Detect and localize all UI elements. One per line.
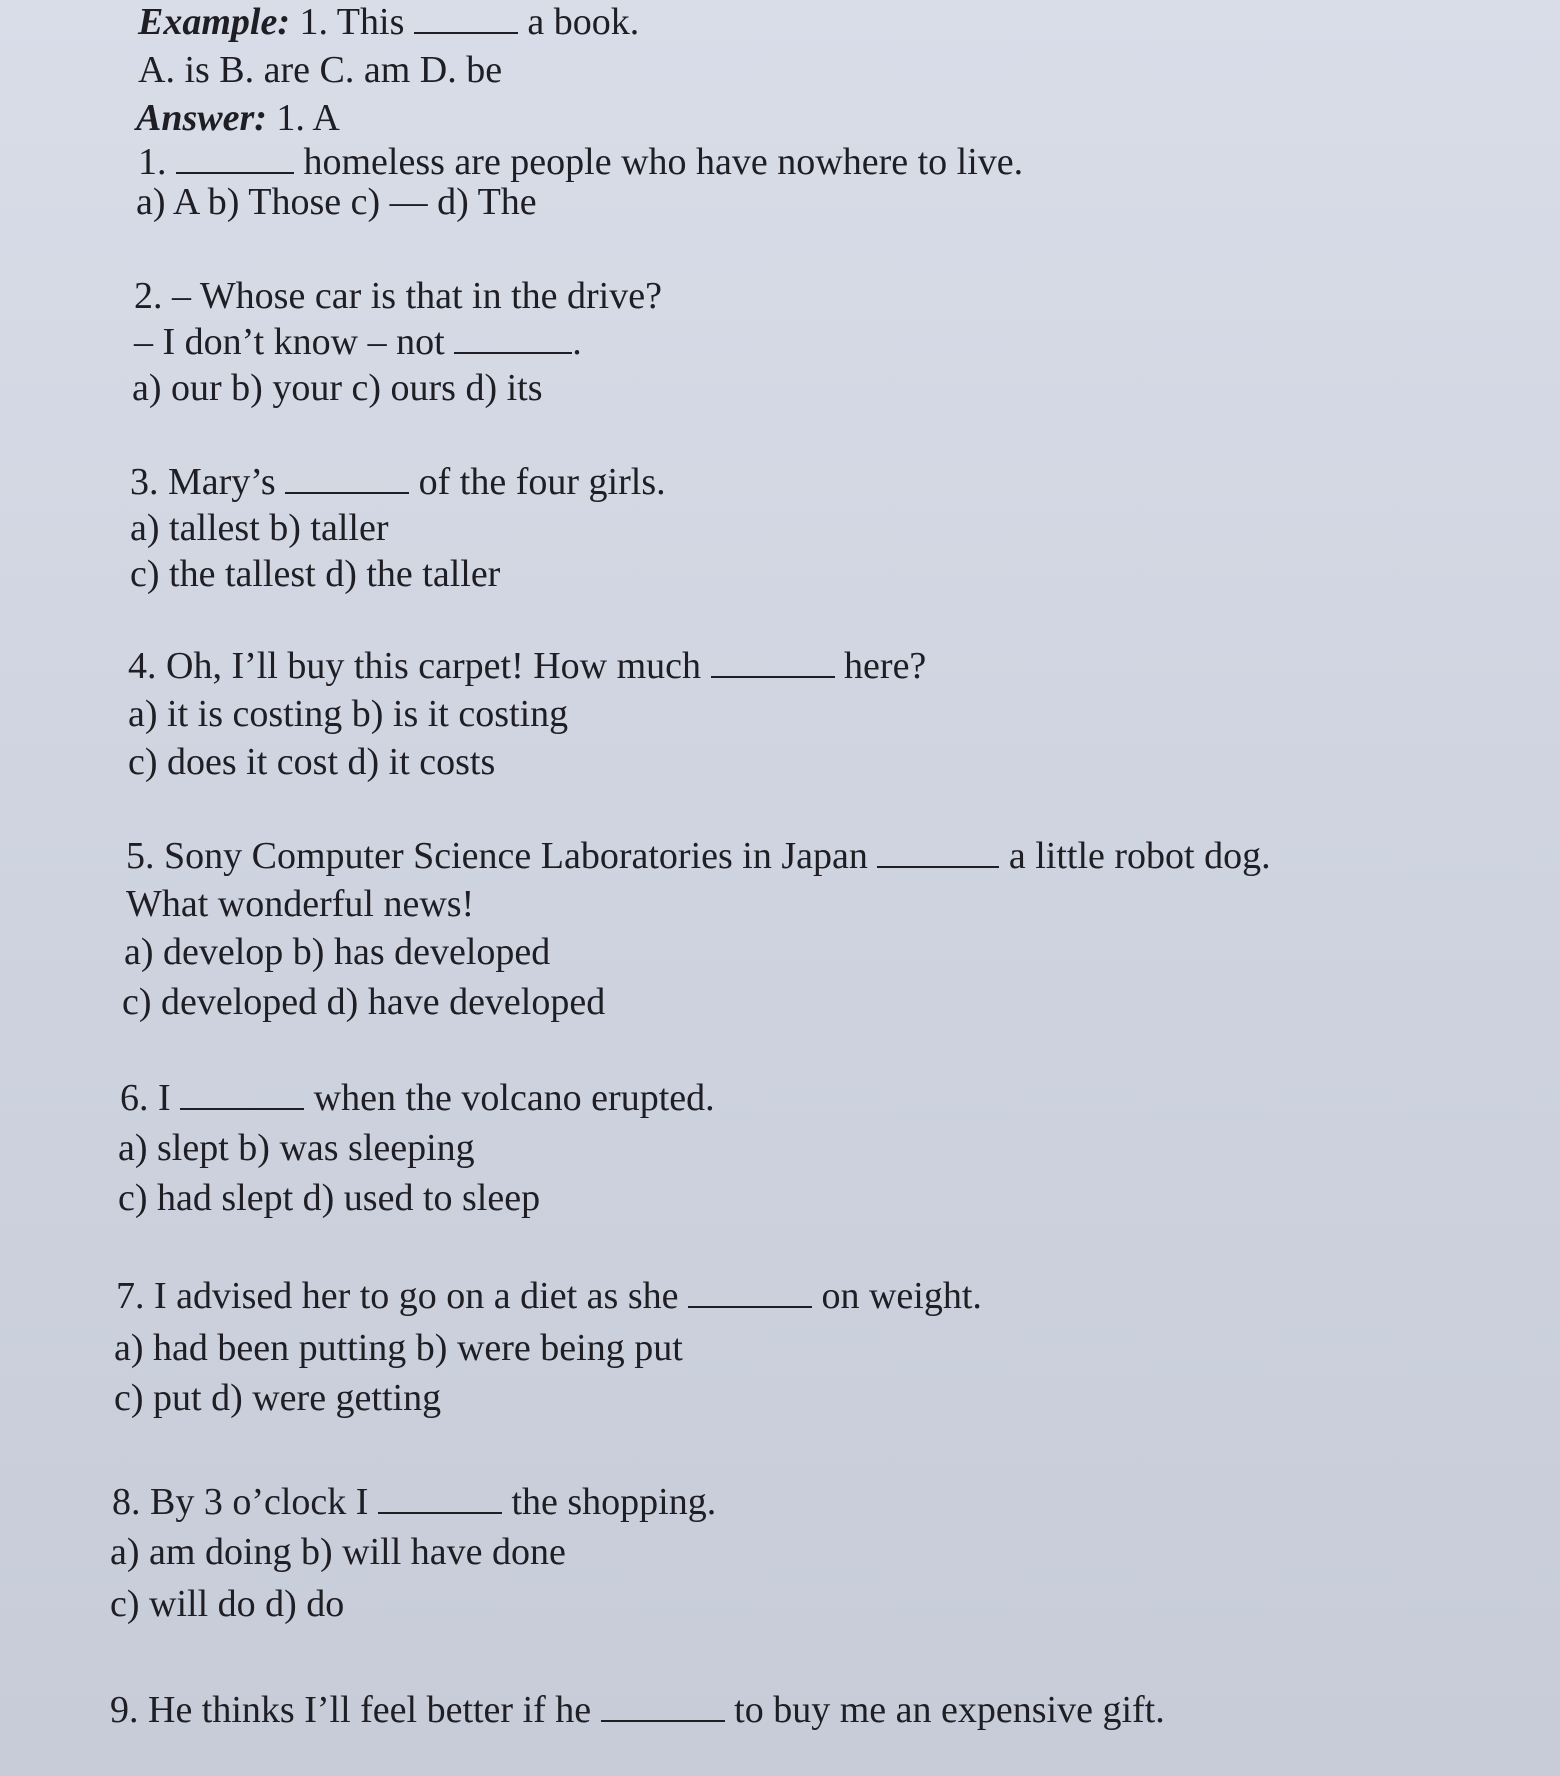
question-6-stem (120, 1076, 715, 1120)
answer-blank (180, 1078, 304, 1110)
question-7-options-line2: c) put d) were getting (114, 1377, 442, 1419)
question-6-options-line2: c) had slept d) used to sleep (118, 1177, 541, 1219)
question-5-stem-line2: What wonderful news! (126, 883, 475, 925)
question-3-options-line2: c) the tallest d) the taller (130, 553, 501, 595)
question-stem-pre: 6. I (120, 1077, 171, 1119)
question-stem-post: here? (844, 645, 927, 687)
question-stem-pre: 5. Sony Computer Science Laboratories in Japan (126, 835, 868, 877)
answer-blank (454, 322, 572, 354)
question-9-stem (110, 1688, 1165, 1732)
question-1-stem (138, 140, 1023, 184)
question-8-options-line2: c) will do d) do (110, 1583, 345, 1625)
question-stem-post: when the volcano erupted. (313, 1077, 715, 1119)
example-blank (414, 2, 518, 34)
question-3-options-line1: a) tallest b) taller (130, 507, 389, 549)
question-4-stem (128, 644, 926, 688)
question-stem-post: to buy me an expensive gift. (734, 1689, 1165, 1731)
answer-blank (601, 1690, 725, 1722)
answer-value: 1. A (276, 97, 340, 139)
question-6-options-line1: a) slept b) was sleeping (118, 1127, 475, 1169)
question-5-stem (126, 834, 1271, 878)
question-3-stem (130, 460, 666, 504)
question-stem-post: the shopping. (511, 1481, 717, 1523)
question-stem-post: a little robot dog. (1008, 835, 1271, 877)
question-1-options: a) A b) Those c) — d) The (136, 181, 537, 223)
question-stem-pre: 9. He thinks I’ll feel better if he (110, 1689, 592, 1731)
answer-label: Answer: (136, 97, 267, 139)
example-answer (136, 96, 340, 140)
question-7-stem (116, 1274, 982, 1318)
example-stem-post: a book. (527, 1, 640, 43)
question-2-stem (134, 320, 582, 364)
question-2-options: a) our b) your c) ours d) its (132, 367, 543, 409)
question-8-options-line1: a) am doing b) will have done (110, 1531, 566, 1573)
answer-blank (285, 462, 409, 494)
question-stem-pre: 1. (138, 141, 167, 183)
question-5-options-line2: c) developed d) have developed (122, 981, 606, 1023)
question-stem-post: homeless are people who have nowhere to live. (303, 141, 1024, 183)
question-4-options-line2: c) does it cost d) it costs (128, 741, 496, 783)
question-7-options-line1: a) had been putting b) were being put (114, 1327, 683, 1369)
question-stem-post: . (572, 321, 582, 363)
example-label: Example: (138, 1, 290, 43)
question-5-options-line1: a) develop b) has developed (124, 931, 551, 973)
example-options: A. is B. are C. am D. be (138, 49, 503, 91)
answer-blank (711, 646, 835, 678)
question-4-options-line1: a) it is costing b) is it costing (128, 693, 569, 735)
question-stem-pre: 7. I advised her to go on a diet as she (116, 1275, 679, 1317)
answer-blank (877, 836, 999, 868)
answer-blank (176, 142, 294, 174)
question-stem-pre: 8. By 3 o’clock I (112, 1481, 369, 1523)
answer-blank (378, 1482, 502, 1514)
question-stem-pre: – I don’t know – not (134, 321, 445, 363)
question-stem-post: of the four girls. (418, 461, 666, 503)
question-stem-pre: 4. Oh, I’ll buy this carpet! How much (128, 645, 702, 687)
example-stem-pre: 1. This (299, 1, 405, 43)
question-8-stem (112, 1480, 716, 1524)
answer-blank (688, 1276, 812, 1308)
question-stem-pre: 3. Mary’s (130, 461, 276, 503)
example-stem (138, 0, 639, 44)
question-2-stem-line1: 2. – Whose car is that in the drive? (134, 275, 662, 317)
question-stem-post: on weight. (821, 1275, 982, 1317)
